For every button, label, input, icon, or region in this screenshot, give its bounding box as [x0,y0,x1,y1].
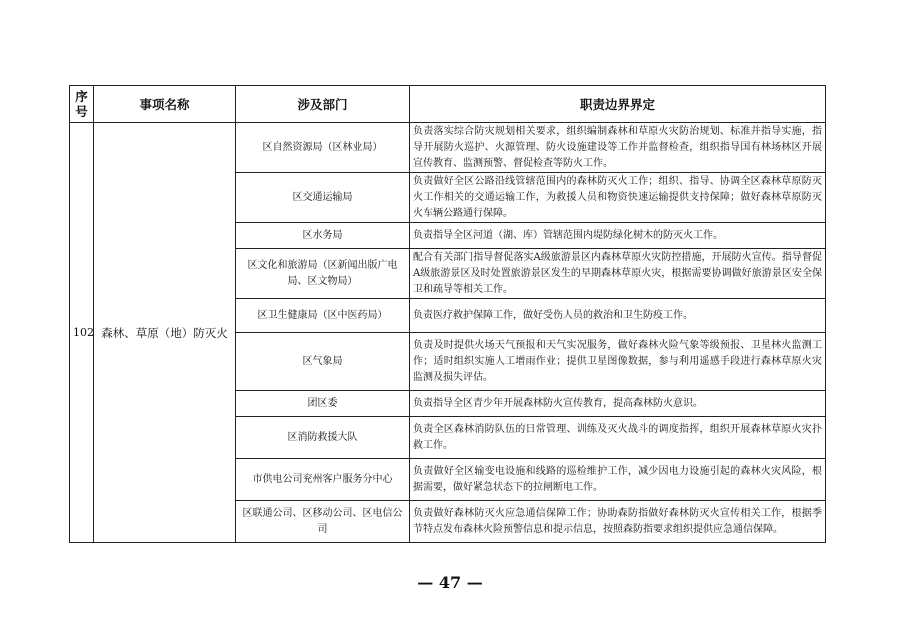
dept-cell: 区自然资源局（区林业局） [236,123,410,173]
table-header-row [70,86,826,123]
item-name: 森林、草原（地）防灭火 [94,123,236,543]
duty-cell: 负责指导全区青少年开展森林防火宣传教育，提高森林防火意识。 [410,391,826,417]
dept-cell: 区联通公司、区移动公司、区电信公司 [236,501,410,543]
dept-cell: 区消防救援大队 [236,417,410,459]
header-seq: 序号 [70,86,94,123]
table-row [70,123,826,173]
duty-cell: 配合有关部门指导督促落实A级旅游景区内森林草原火灾防控措施，开展防火宣传。指导督促A级旅游景区及时处置旅游景区发生的早期森林草原火灾，根据需要协调做好旅游景区安全保卫和疏导等相关工作。 [410,249,826,299]
duty-cell: 负责做好全区公路沿线管辖范围内的森林防灭火工作；组织、指导、协调全区森林草原防灭火工作相关的交通运输工作，为救援人员和物资快速运输提供支持保障；做好森林草原防灭火车辆公路通行保障。 [410,173,826,223]
duty-cell: 负责落实综合防灾规划相关要求，组织编制森林和草原火灾防治规划、标准并指导实施，指导开展防火巡护、火源管理、防火设施建设等工作并监督检查，组织指导国有林场林区开展宣传教育、监测预警、督促检查等防火工作。 [410,123,826,173]
header-duty-boundary: 职责边界界定 [410,86,826,123]
duty-cell: 负责指导全区河道（湖、库）管辖范围内堤防绿化树木的防灭火工作。 [410,223,826,249]
duty-cell: 负责及时提供火场天气预报和天气实况服务，做好森林火险气象等级预报、卫星林火监测工作；适时组织实施人工增雨作业；提供卫星图像数据，参与利用遥感手段进行森林草原火灾监测及损失评估。 [410,333,826,391]
row-number: 102 [70,123,94,543]
dept-cell: 团区委 [236,391,410,417]
duty-boundary-table [69,85,826,543]
dept-cell: 区文化和旅游局（区新闻出版广电局、区文物局） [236,249,410,299]
dept-cell: 区交通运输局 [236,173,410,223]
header-item-name: 事项名称 [94,86,236,123]
page-number: — 47 — [417,573,483,592]
dept-cell: 区卫生健康局（区中医药局） [236,299,410,333]
dept-cell: 市供电公司兖州客户服务分中心 [236,459,410,501]
header-department: 涉及部门 [236,86,410,123]
duty-cell: 负责医疗救护保障工作，做好受伤人员的救治和卫生防疫工作。 [410,299,826,333]
duty-cell: 负责做好森林防灭火应急通信保障工作；协助森防指做好森林防灭火宣传相关工作，根据季节特点发布森林火险预警信息和提示信息，按照森防指要求组织提供应急通信保障。 [410,501,826,543]
dept-cell: 区水务局 [236,223,410,249]
duty-cell: 负责全区森林消防队伍的日常管理、训练及灭火战斗的调度指挥，组织开展森林草原火灾扑救工作。 [410,417,826,459]
dept-cell: 区气象局 [236,333,410,391]
duty-cell: 负责做好全区输变电设施和线路的巡检维护工作，减少因电力设施引起的森林火灾风险，根据需要，做好紧急状态下的拉闸断电工作。 [410,459,826,501]
